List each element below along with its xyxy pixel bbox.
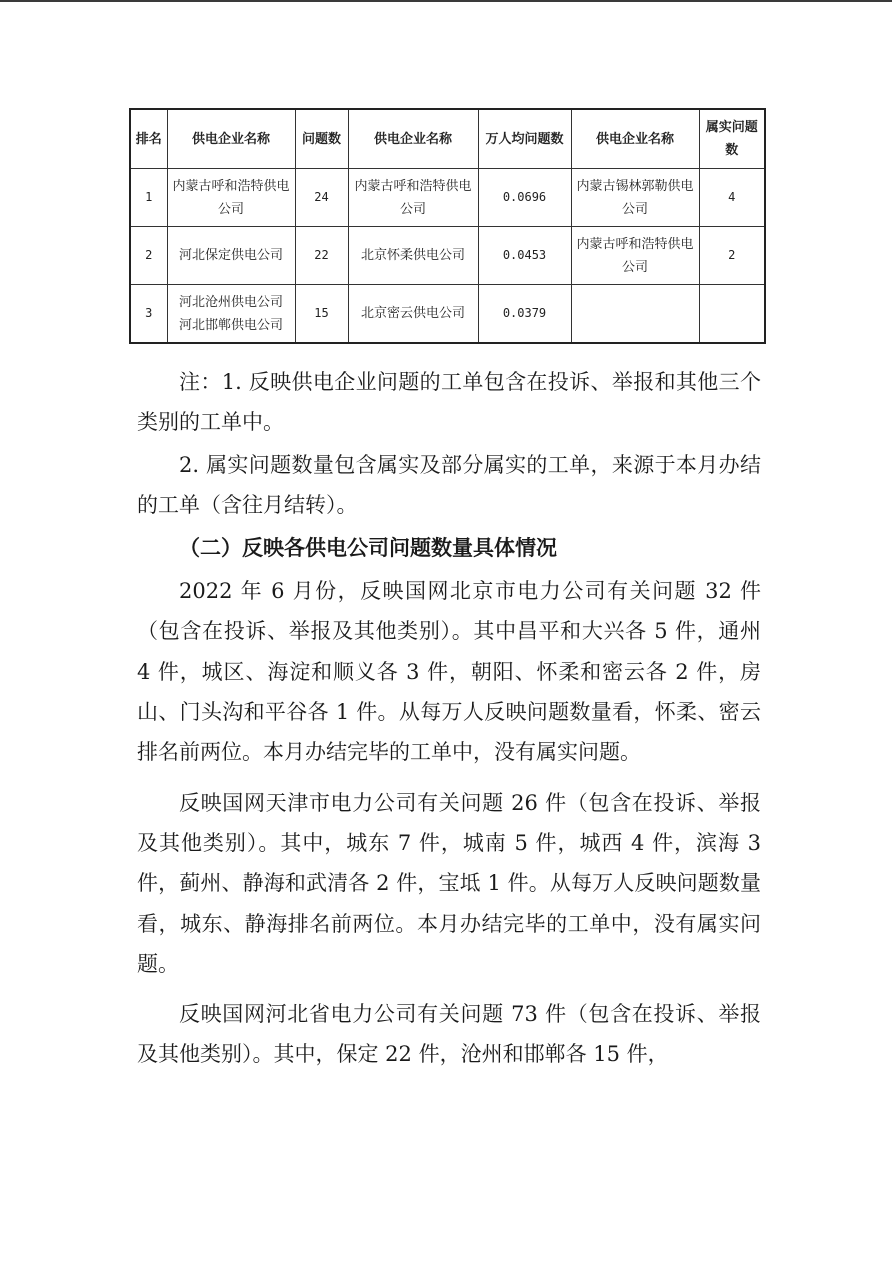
header-company-by-count: 供电企业名称: [167, 109, 295, 169]
top-rule: [0, 0, 892, 2]
paragraph-tianjin: 反映国网天津市电力公司有关问题 26 件（包含在投诉、举报及其他类别）。其中，城东 7 件，城南 5 件，城西 4 件，滨海 3 件，蓟州、静海和武清各 2 件，宝坻 1 件。从每万人反映问题数量看，城东、静海排名前两位。本月办结完毕的工单中，没有属实问题。: [137, 790, 761, 976]
table-cell: 3: [130, 285, 167, 344]
table-cell: 内蒙古锡林郭勒供电公司: [571, 169, 699, 227]
header-verified-count: 属实问题数: [699, 109, 765, 169]
header-per-capita-count: 万人均问题数: [478, 109, 571, 169]
table-header-row: [130, 109, 765, 169]
table-cell: 北京密云供电公司: [348, 285, 478, 344]
table-cell: 1: [130, 169, 167, 227]
table-cell: 22: [295, 227, 348, 285]
table-cell: 0.0696: [478, 169, 571, 227]
table-cell: [571, 285, 699, 344]
table-cell: 内蒙古呼和浩特供电公司: [571, 227, 699, 285]
header-issue-count: 问题数: [295, 109, 348, 169]
table-row: [130, 227, 765, 285]
header-company-by-verified: 供电企业名称: [571, 109, 699, 169]
ranking-table: [129, 108, 766, 344]
table-cell: 0.0453: [478, 227, 571, 285]
table-row: [130, 169, 765, 227]
table-cell: 4: [699, 169, 765, 227]
table-cell: 河北沧州供电公司 河北邯郸供电公司: [167, 285, 295, 344]
note-2: 2. 属实问题数量包含属实及部分属实的工单，来源于本月办结的工单（含往月结转）。: [137, 452, 761, 517]
table-cell: 0.0379: [478, 285, 571, 344]
note-1: 注：1. 反映供电企业问题的工单包含在投诉、举报和其他三个类别的工单中。: [137, 370, 761, 435]
table-cell: 内蒙古呼和浩特供电公司: [348, 169, 478, 227]
table-cell: 内蒙古呼和浩特供电公司: [167, 169, 295, 227]
paragraph-gap: [137, 986, 761, 994]
table-cell: 2: [130, 227, 167, 285]
paragraph-gap: [137, 775, 761, 783]
table-cell: 北京怀柔供电公司: [348, 227, 478, 285]
section-heading: （二）反映各供电公司问题数量具体情况: [179, 536, 557, 561]
header-rank: 排名: [130, 109, 167, 169]
table-cell: 河北保定供电公司: [167, 227, 295, 285]
table-cell: 15: [295, 285, 348, 344]
table-cell: [699, 285, 765, 344]
paragraph-hebei: 反映国网河北省电力公司有关问题 73 件（包含在投诉、举报及其他类别）。其中，保定 22 件，沧州和邯郸各 15 件，: [137, 1002, 761, 1067]
table-cell: 24: [295, 169, 348, 227]
table-row: [130, 285, 765, 344]
header-company-by-per-capita: 供电企业名称: [348, 109, 478, 169]
table-cell: 2: [699, 227, 765, 285]
document-body: [137, 362, 761, 1077]
paragraph-beijing: 2022 年 6 月份，反映国网北京市电力公司有关问题 32 件（包含在投诉、举报及其他类别）。其中昌平和大兴各 5 件，通州 4 件，城区、海淀和顺义各 3 件，朝阳、怀柔和密云各 2 件，房山、门头沟和平谷各 1 件。从每万人反映问题数量看，怀柔、密云排名前两位。本月办结完毕的工单中，没有属实问题。: [137, 579, 761, 765]
